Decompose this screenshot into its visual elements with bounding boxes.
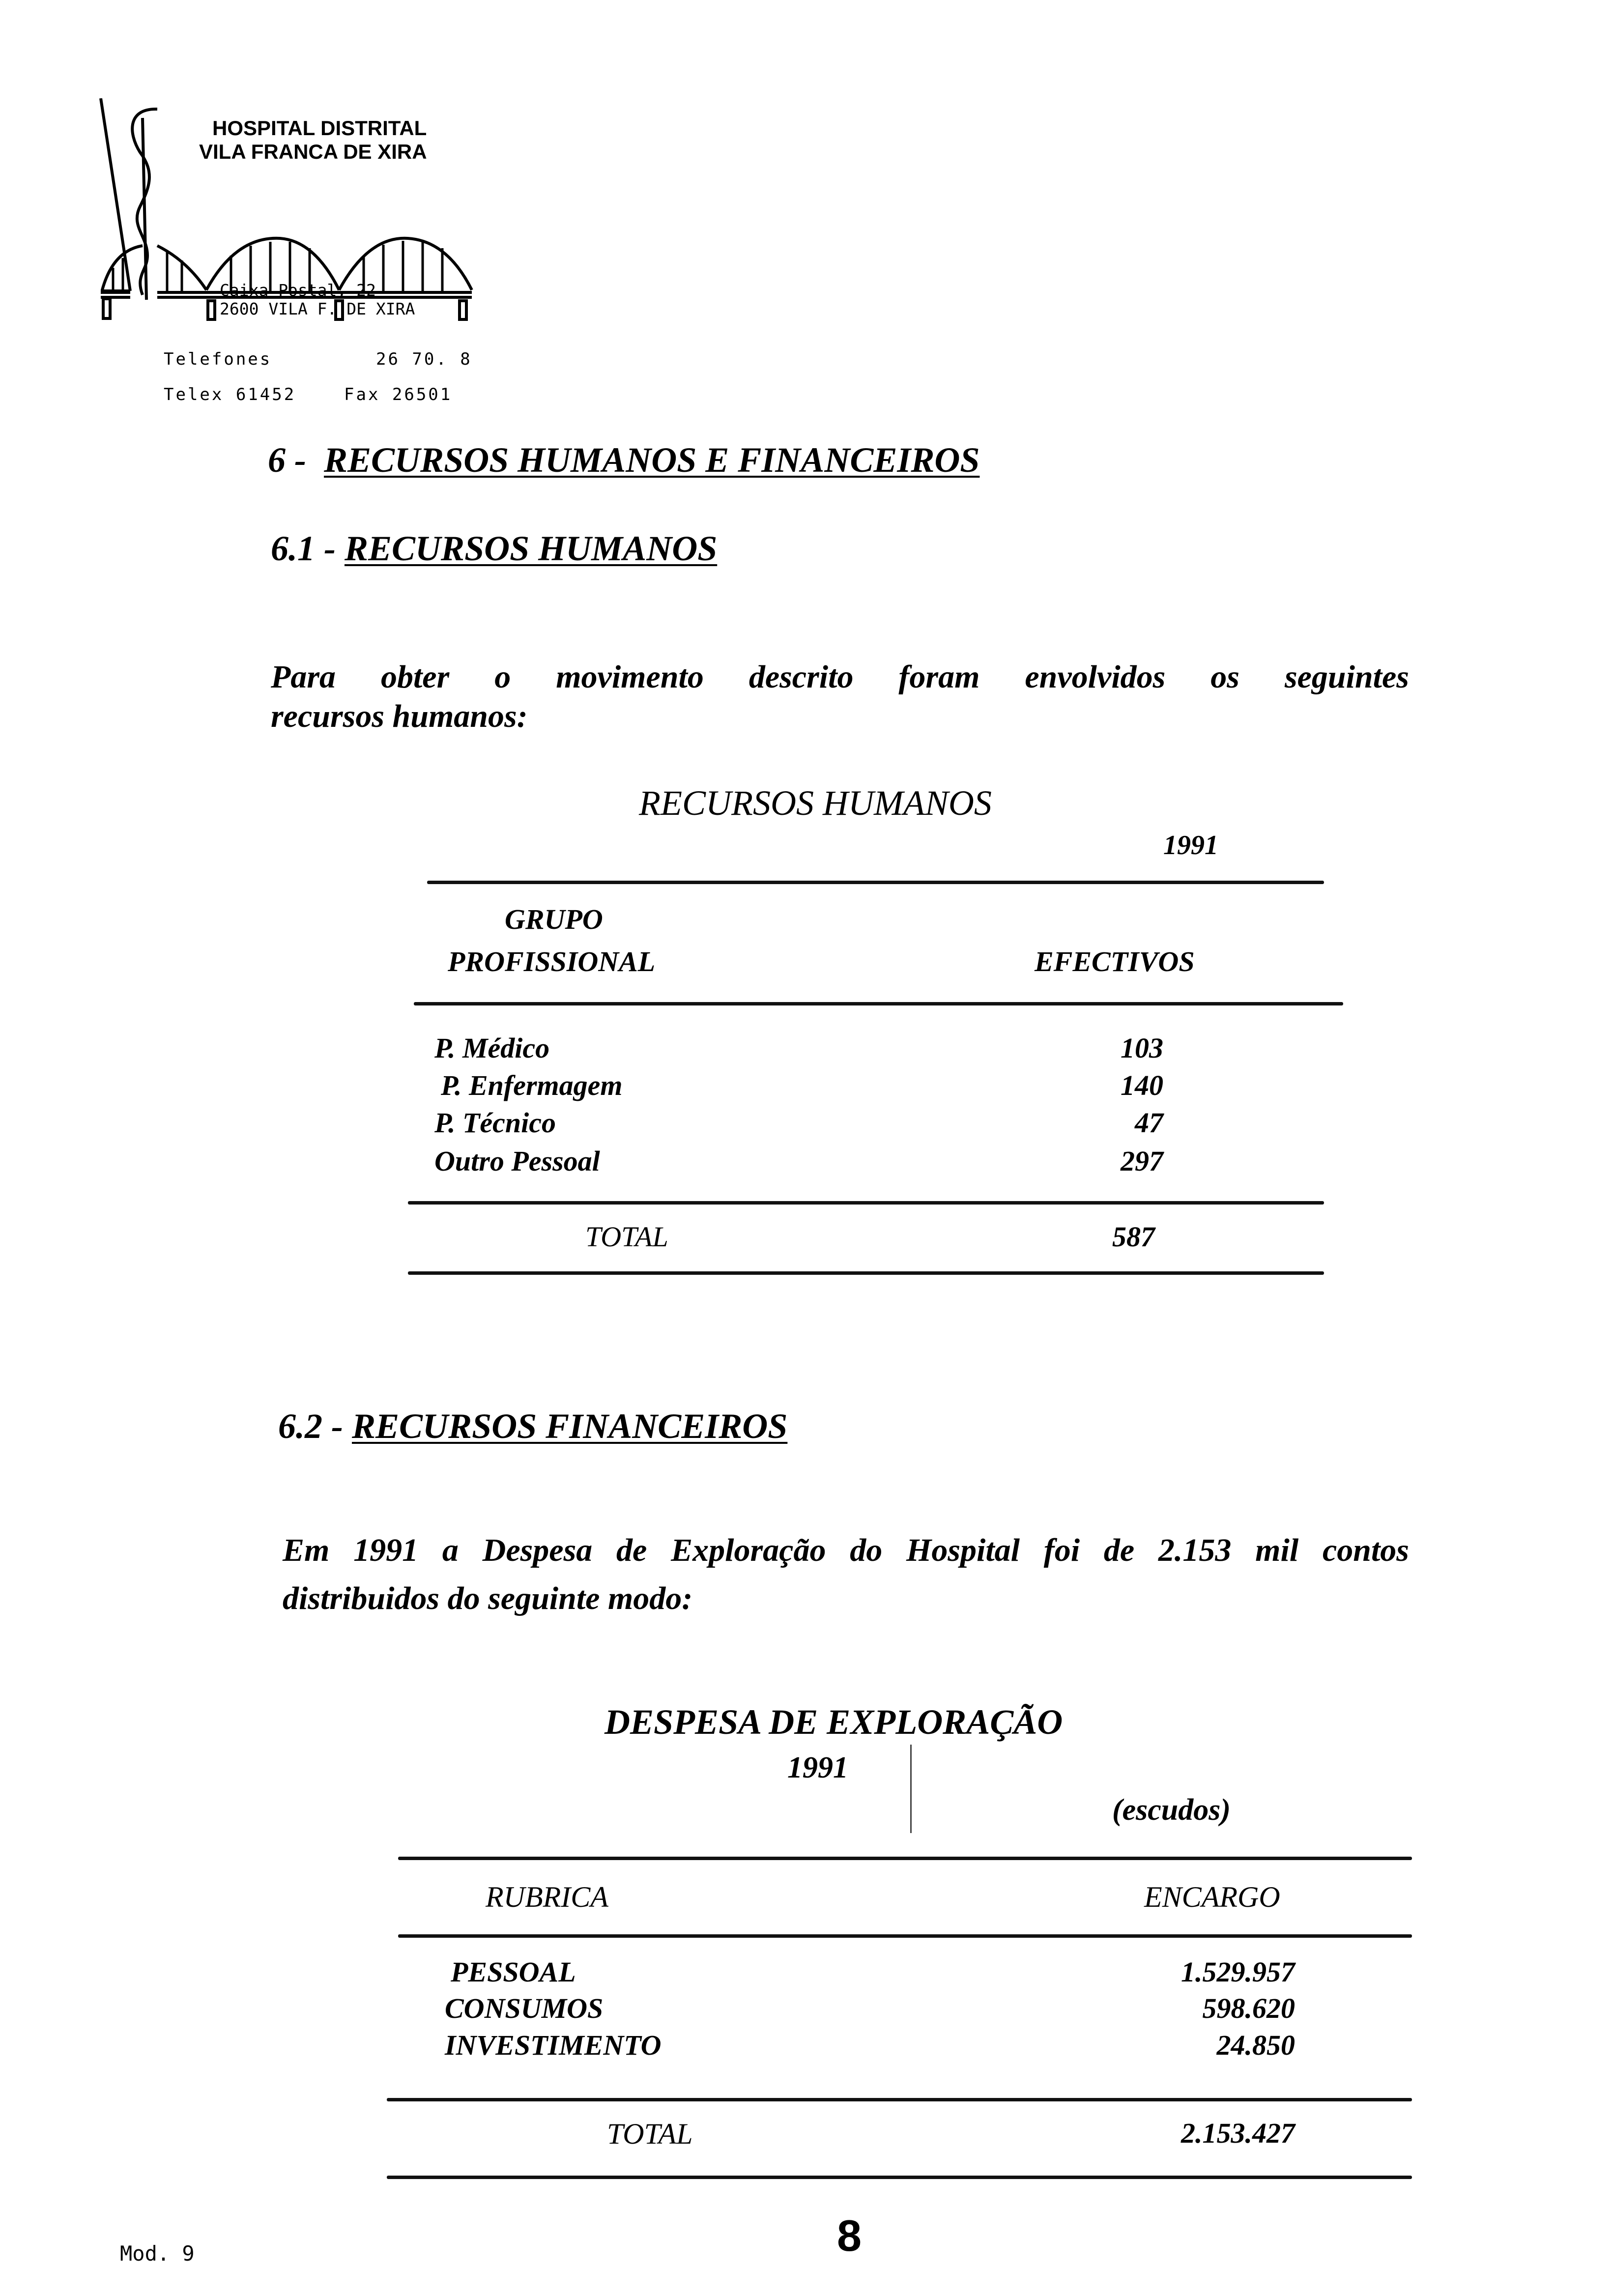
hospital-name-line2: VILA FRANCA DE XIRA bbox=[199, 140, 427, 163]
column-header-staff: EFECTIVOS bbox=[1035, 946, 1195, 977]
financial-intro-line1: Em 1991 a Despesa de Exploração do Hospital foi de 2.153 mil contos bbox=[283, 1532, 1409, 1568]
row-label: P. Enfermagem bbox=[441, 1069, 623, 1101]
table-rule bbox=[408, 1271, 1324, 1275]
address-line2: 2600 VILA F. DE XIRA bbox=[220, 299, 415, 318]
row-label: PESSOAL bbox=[451, 1956, 576, 1988]
financial-intro-line2: distribuidos do seguinte modo: bbox=[283, 1580, 693, 1616]
subsection-number: 6.1 - bbox=[271, 529, 336, 568]
table-title: RECURSOS HUMANOS bbox=[639, 783, 992, 823]
row-label: P. Técnico bbox=[434, 1107, 556, 1139]
column-header-group: GRUPO bbox=[505, 903, 603, 935]
row-value: 47 bbox=[1135, 1107, 1163, 1139]
row-value: 140 bbox=[1121, 1069, 1163, 1101]
form-code: Mod. 9 bbox=[120, 2241, 195, 2266]
row-label: P. Médico bbox=[434, 1032, 550, 1064]
address-line1: Caixa Postal, 22 bbox=[220, 281, 376, 300]
row-label: INVESTIMENTO bbox=[445, 2029, 662, 2061]
row-value: 24.850 bbox=[1216, 2029, 1295, 2061]
row-value: 103 bbox=[1121, 1032, 1163, 1064]
fax: Fax 26501 bbox=[344, 385, 453, 404]
total-value: 2.153.427 bbox=[1181, 2117, 1295, 2149]
table-title: DESPESA DE EXPLORAÇÃO bbox=[604, 1702, 1063, 1742]
table-rule bbox=[387, 2098, 1412, 2101]
phone-value: 26 70. 8 bbox=[376, 349, 472, 369]
human-intro-line2: recursos humanos: bbox=[271, 698, 528, 734]
row-value: 297 bbox=[1121, 1145, 1163, 1177]
section-heading bbox=[268, 442, 979, 478]
table-unit: (escudos) bbox=[1112, 1793, 1231, 1827]
column-header-amount: ENCARGO bbox=[1144, 1881, 1280, 1913]
subsection-number: 6.2 - bbox=[278, 1406, 343, 1446]
table-year: 1991 bbox=[787, 1751, 848, 1784]
table-rule bbox=[414, 1002, 1343, 1005]
page-number: 8 bbox=[837, 2211, 862, 2261]
total-value: 587 bbox=[1112, 1221, 1155, 1253]
table-rule bbox=[408, 1201, 1324, 1205]
row-label: CONSUMOS bbox=[445, 1992, 604, 2024]
table-rule bbox=[427, 881, 1324, 884]
section-title: RECURSOS HUMANOS E FINANCEIROS bbox=[323, 440, 980, 480]
column-header-group-2: PROFISSIONAL bbox=[448, 946, 656, 977]
table-rule bbox=[398, 1857, 1412, 1860]
table-rule bbox=[398, 1934, 1412, 1938]
row-value: 1.529.957 bbox=[1181, 1956, 1295, 1988]
scan-mark bbox=[910, 1745, 912, 1833]
table-rule bbox=[387, 2176, 1412, 2179]
subsection-title: RECURSOS HUMANOS bbox=[344, 529, 718, 568]
table-year: 1991 bbox=[1163, 830, 1218, 861]
phone-label: Telefones bbox=[164, 349, 272, 369]
section-number: 6 - bbox=[268, 440, 306, 480]
row-label: Outro Pessoal bbox=[434, 1145, 600, 1177]
hospital-name-line1: HOSPITAL DISTRITAL bbox=[212, 116, 427, 140]
subsection-heading-human bbox=[271, 531, 717, 566]
telex: Telex 61452 bbox=[164, 385, 296, 404]
subsection-heading-financial bbox=[278, 1408, 787, 1444]
subsection-title: RECURSOS FINANCEIROS bbox=[351, 1406, 788, 1446]
human-intro-line1: Para obter o movimento descrito foram envolvidos os seguintes bbox=[271, 659, 1409, 695]
column-header-item: RUBRICA bbox=[486, 1881, 608, 1913]
total-label: TOTAL bbox=[585, 1221, 668, 1253]
total-label: TOTAL bbox=[607, 2118, 693, 2150]
row-value: 598.620 bbox=[1202, 1992, 1295, 2024]
